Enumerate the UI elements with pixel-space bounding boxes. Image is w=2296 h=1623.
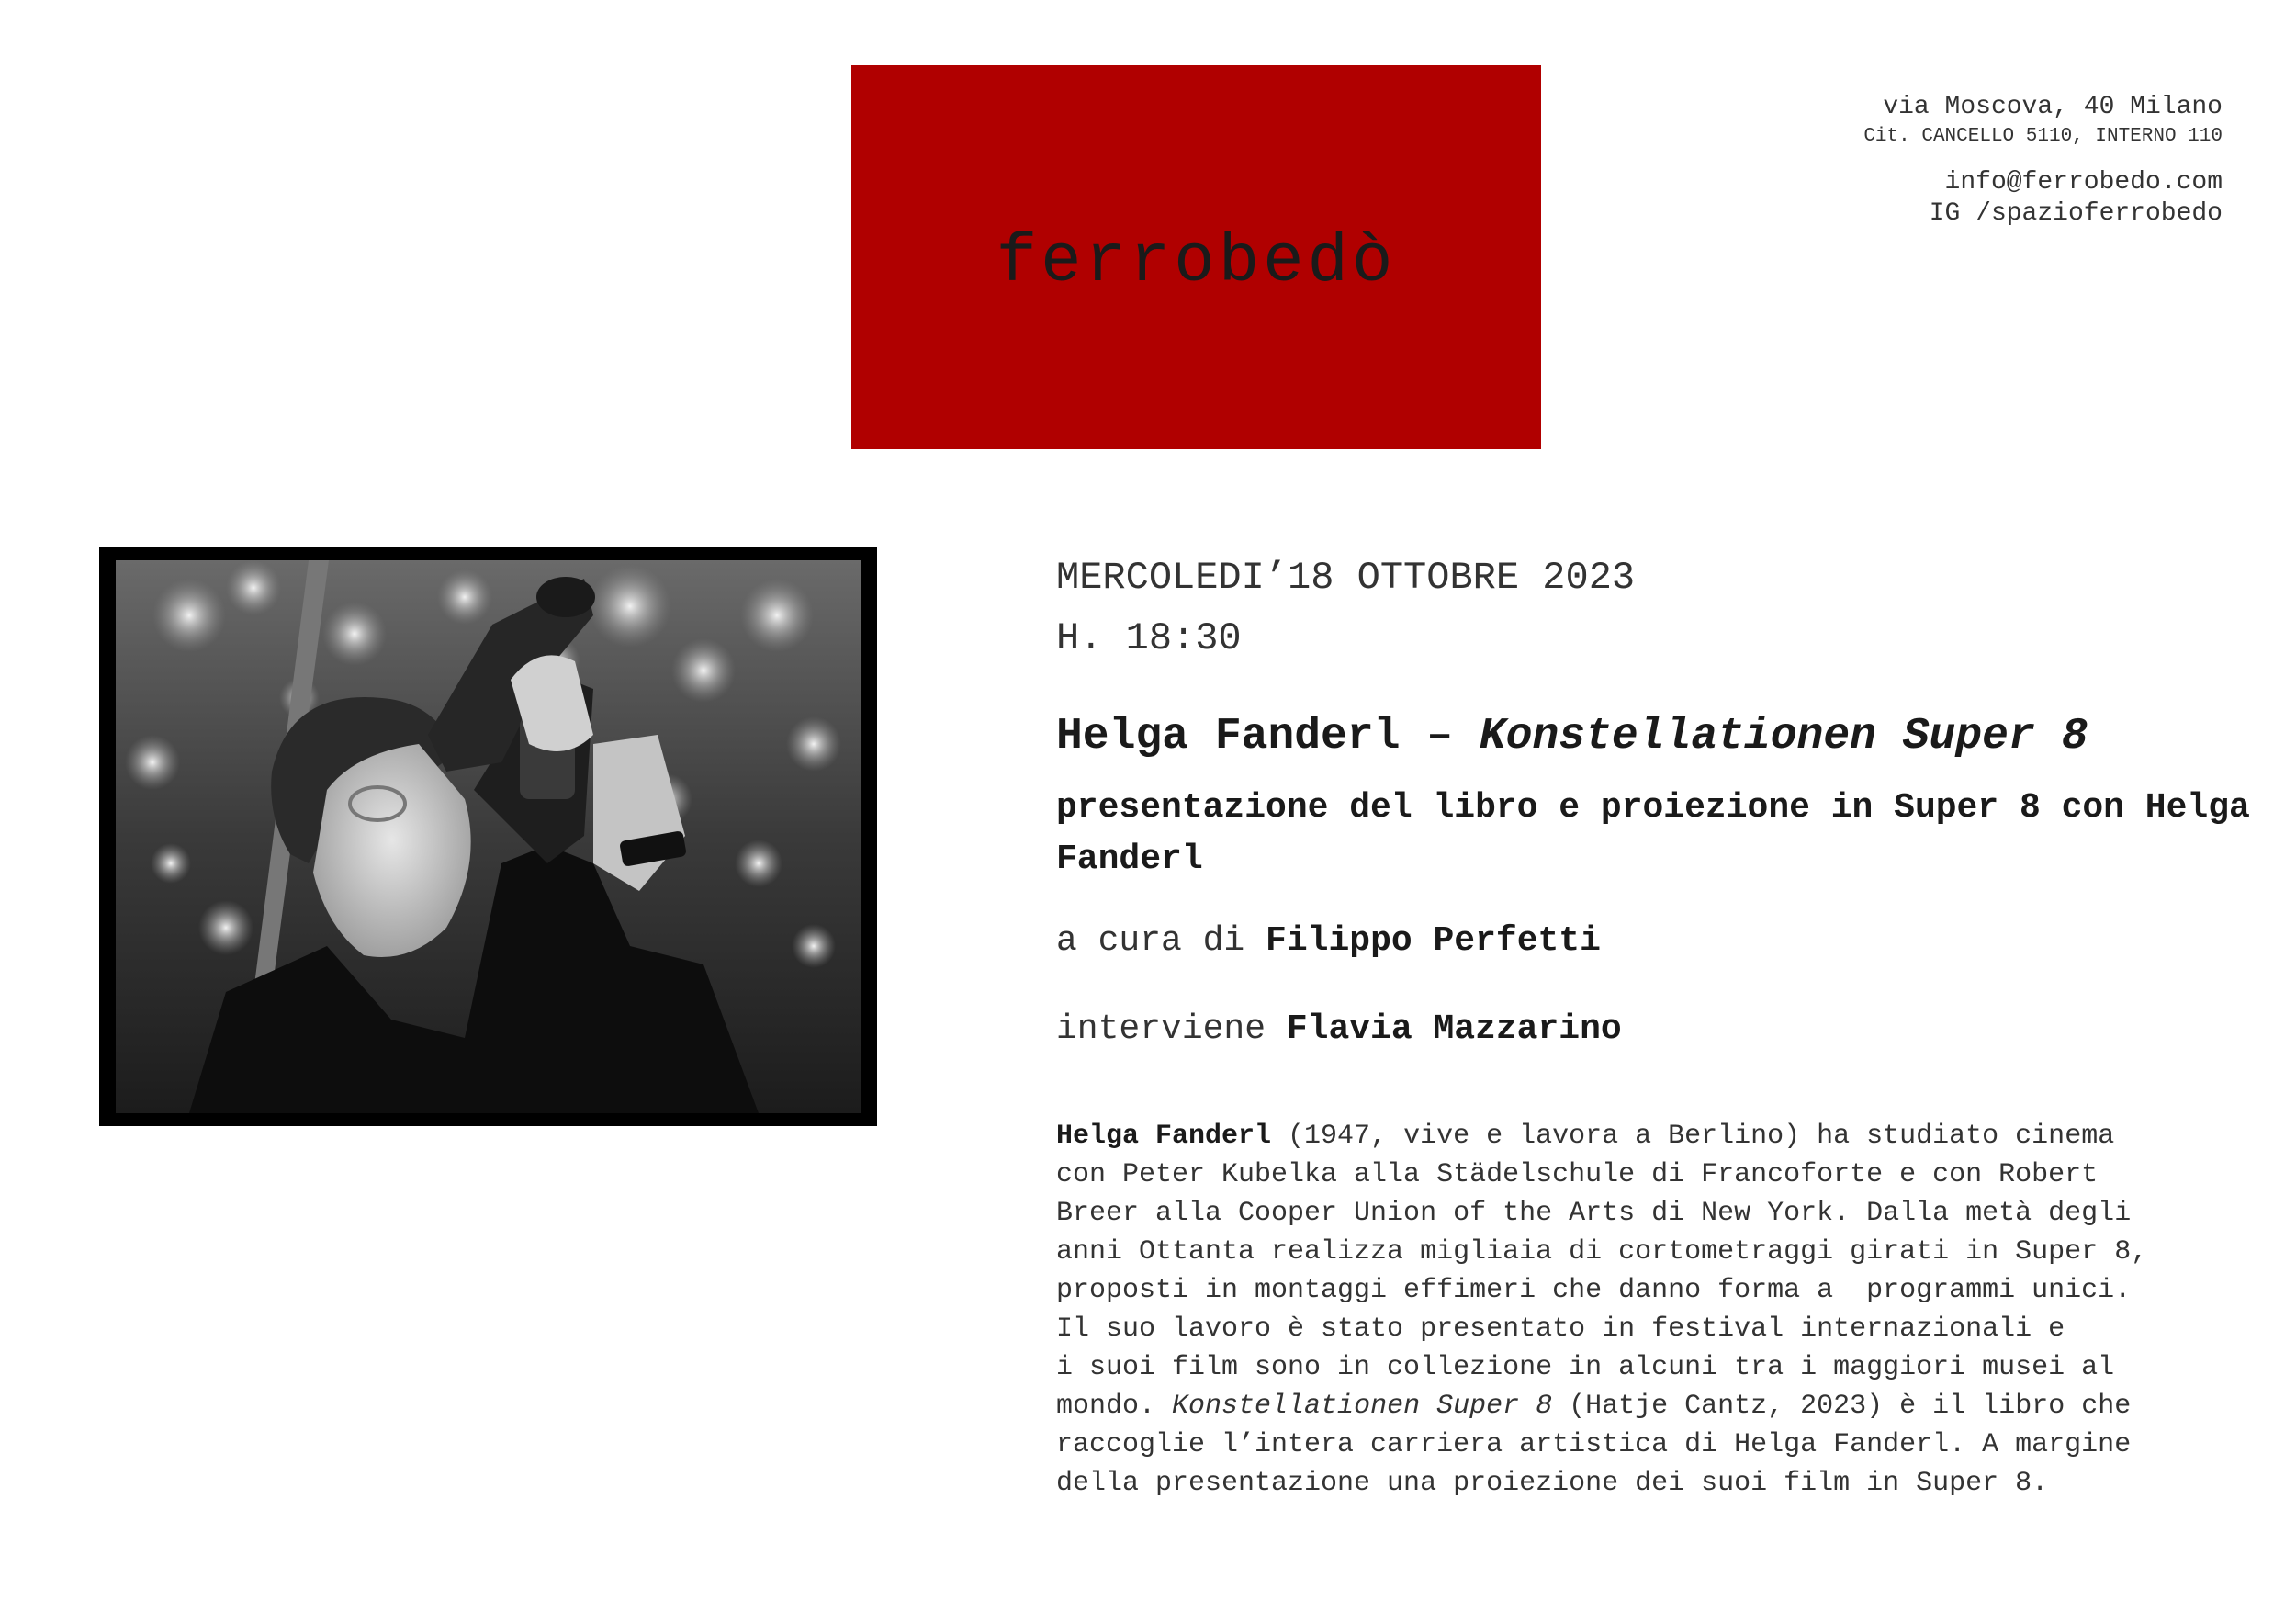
event-date: MERCOLEDI’18 OTTOBRE 2023 (1056, 556, 1636, 600)
speaker-prefix: interviene (1056, 1009, 1287, 1049)
bio-text-2: (Hatje Cantz, 2023) è il libro che raccoglie l’intera carriera artistica di Helga Fanderl. A margine della presentazione una proiezione dei suoi film in Super 8. (1056, 1391, 2132, 1499)
bio-name: Helga Fanderl (1056, 1121, 1272, 1152)
title-work: Konstellationen Super 8 (1479, 712, 2088, 761)
speaker-line (1056, 1007, 2250, 1053)
event-info (1056, 547, 2250, 1503)
event-title (1056, 709, 2250, 764)
curator-prefix: a cura di (1056, 921, 1266, 961)
address: via Moscova, 40 Milano (1883, 93, 2223, 121)
instagram-handle[interactable]: IG /spazioferrobedo (1929, 199, 2223, 228)
email-link[interactable]: info@ferrobedo.com (1944, 168, 2223, 197)
logo-text: ferrobedò (996, 224, 1397, 301)
title-name: Helga Fanderl – (1056, 712, 1480, 761)
bio-text-1: (1947, vive e lavora a Berlino) ha studiato cinema con Peter Kubelka alla Städelschule di Francoforte e con Robert Breer alla Cooper Union of the Arts di New York. Dalla metà degli anni Ottanta realizza migliaia di cortometraggi girati in Super 8, proposti in montaggi effimeri che danno forma a programmi unici. Il suo lavoro è stato presentato in festival internazionali e i suoi film sono in collezione in alcuni tra i maggiori musei al mondo. (1056, 1121, 2148, 1422)
contact-info (1863, 92, 2223, 230)
artist-bio (1056, 1117, 2250, 1503)
speaker-name: Flavia Mazzarino (1286, 1009, 1622, 1049)
artist-photo (116, 560, 861, 1113)
bio-book-title: Konstellationen Super 8 (1172, 1391, 1553, 1422)
curator-line (1056, 919, 2250, 964)
photo-frame (99, 547, 877, 1126)
event-time: H. 18:30 (1056, 616, 1242, 660)
intercom: Cit. CANCELLO 5110, INTERNO 110 (1863, 126, 2223, 147)
logo-box (851, 65, 1541, 449)
event-subtitle: presentazione del libro e proiezione in Super 8 con Helga Fanderl (1056, 788, 2250, 879)
curator-name: Filippo Perfetti (1266, 921, 1601, 961)
